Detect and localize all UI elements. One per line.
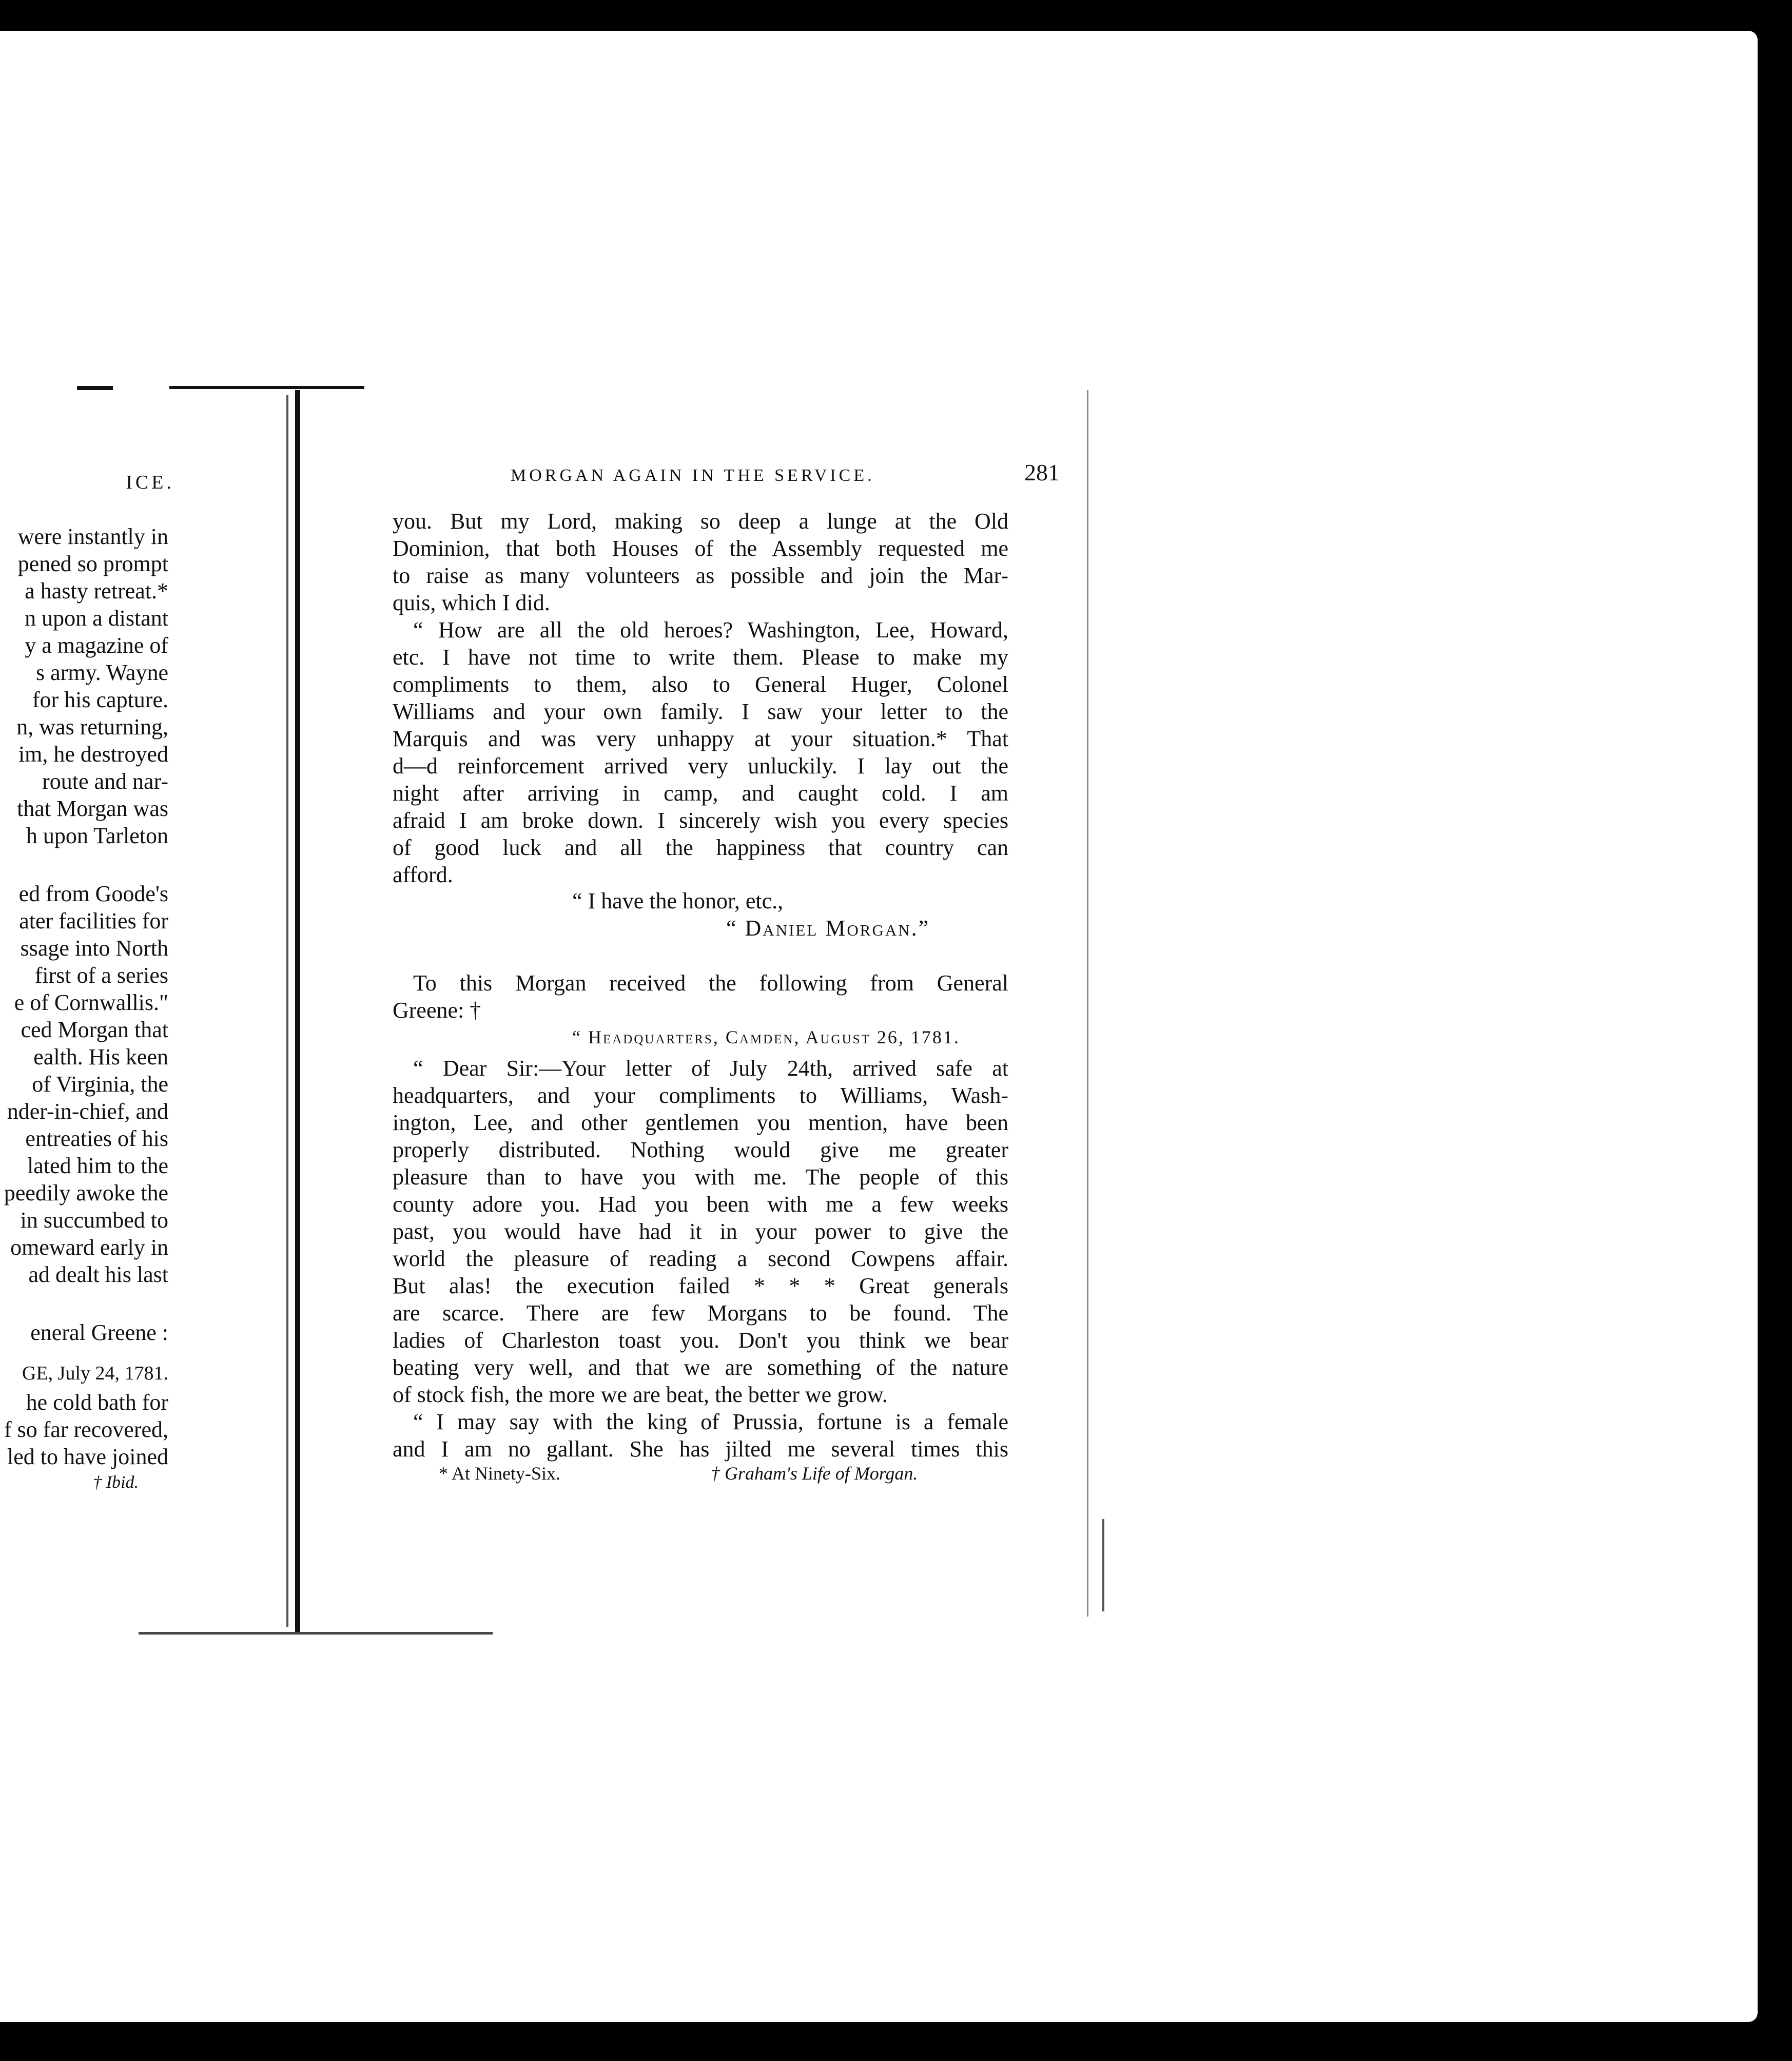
text-line: Marquis and was very unhappy at your situation.* That bbox=[393, 726, 1008, 751]
previous-page-line: GE, July 24, 1781. bbox=[22, 1363, 168, 1384]
text-line: headquarters, and your compliments to Williams, Wash- bbox=[393, 1083, 1008, 1108]
previous-page-line: in succumbed to bbox=[20, 1208, 168, 1233]
text-line: properly distributed. Nothing would give me greater bbox=[393, 1137, 1008, 1162]
top-edge-line-left bbox=[77, 386, 113, 390]
text-line: d—d reinforcement arrived very unluckily. I lay out the bbox=[393, 753, 1008, 779]
text-line: of stock fish, the more we are beat, the better we grow. bbox=[393, 1382, 888, 1407]
bottom-edge-line bbox=[139, 1632, 493, 1635]
text-line: afraid I am broke down. I sincerely wish you every species bbox=[393, 808, 1008, 833]
page-number: 281 bbox=[1024, 459, 1060, 485]
previous-page-line: im, he destroyed bbox=[18, 742, 168, 767]
text-line: pleasure than to have you with me. The people of this bbox=[393, 1164, 1008, 1190]
text-line: you. But my Lord, making so deep a lunge at the Old bbox=[393, 509, 1008, 534]
text-line: are scarce. There are few Morgans to be found. The bbox=[393, 1300, 1008, 1326]
previous-page-line: ad dealt his last bbox=[28, 1262, 168, 1287]
text-line: etc. I have not time to write them. Please to make my bbox=[393, 645, 1008, 670]
previous-page-line: nder-in-chief, and bbox=[7, 1099, 168, 1124]
previous-page-line: e of Cornwallis." bbox=[14, 990, 168, 1015]
text-line: of good luck and all the happiness that country can bbox=[393, 835, 1008, 860]
text-line: beating very well, and that we are something of the nature bbox=[393, 1355, 1008, 1380]
previous-page-line: ced Morgan that bbox=[21, 1017, 168, 1042]
previous-page-line: ealth. His keen bbox=[33, 1044, 168, 1070]
closing-line: “ I have the honor, etc., bbox=[572, 888, 784, 913]
text-line: Dominion, that both Houses of the Assembly requested me bbox=[393, 536, 1008, 561]
previous-page-line: that Morgan was bbox=[17, 796, 168, 821]
text-line: past, you would have had it in your power to give the bbox=[393, 1219, 1008, 1244]
previous-page-line: f so far recovered, bbox=[4, 1417, 168, 1442]
text-line: “ How are all the old heroes? Washington, Lee, Howard, bbox=[413, 617, 1008, 643]
previous-page-line: n, was returning, bbox=[16, 714, 168, 740]
previous-page-line: a hasty retreat.* bbox=[25, 578, 168, 604]
previous-page-line: omeward early in bbox=[10, 1235, 168, 1260]
previous-page-line: peedily awoke the bbox=[4, 1180, 168, 1206]
previous-page-line: first of a series bbox=[34, 963, 168, 988]
text-line: “ I may say with the king of Prussia, fortune is a female bbox=[413, 1409, 1008, 1434]
previous-page-line: eneral Greene : bbox=[30, 1320, 168, 1345]
footnote-graham: † Graham's Life of Morgan. bbox=[711, 1463, 918, 1484]
previous-page-fragment bbox=[0, 452, 174, 1519]
page-281 bbox=[300, 390, 1090, 1617]
running-head-title: MORGAN AGAIN IN THE SERVICE. bbox=[511, 466, 875, 485]
previous-page-line: lated him to the bbox=[27, 1153, 168, 1178]
text-line: quis, which I did. bbox=[393, 590, 550, 615]
top-edge-line bbox=[169, 386, 364, 389]
text-line: To this Morgan received the following from General bbox=[413, 970, 1008, 996]
text-line: world the pleasure of reading a second Cowpens affair. bbox=[393, 1246, 1008, 1271]
footnote-ninety-six: * At Ninety-Six. bbox=[439, 1463, 561, 1484]
text-line: to raise as many volunteers as possible and join the Mar- bbox=[393, 563, 1008, 588]
text-line: But alas! the execution failed * * * Great generals bbox=[393, 1273, 1008, 1298]
letter-dateline: “ Headquarters, Camden, August 26, 1781. bbox=[572, 1027, 960, 1047]
signature-line: “ Daniel Morgan.” bbox=[726, 916, 930, 941]
previous-footnote: † Ibid. bbox=[93, 1473, 139, 1492]
previous-page-line: he cold bath for bbox=[26, 1390, 168, 1415]
previous-page-line: s army. Wayne bbox=[36, 660, 168, 685]
previous-page-line: ater facilities for bbox=[19, 908, 168, 934]
text-line: Williams and your own family. I saw your letter to the bbox=[393, 699, 1008, 724]
previous-page-line: ed from Goode's bbox=[18, 881, 168, 906]
previous-page-line: of Virginia, the bbox=[32, 1072, 168, 1097]
text-line: county adore you. Had you been with me a few weeks bbox=[393, 1192, 1008, 1217]
right-edge-mark bbox=[1102, 1519, 1104, 1611]
binding-edge-line bbox=[295, 390, 300, 1632]
previous-page-line: h upon Tarleton bbox=[26, 823, 168, 848]
previous-page-line: for his capture. bbox=[32, 687, 168, 712]
text-line: ington, Lee, and other gentlemen you mention, have been bbox=[393, 1110, 1008, 1135]
text-line: Greene: † bbox=[393, 998, 481, 1023]
previous-page-line: were instantly in bbox=[17, 524, 168, 549]
previous-running-head: ICE. bbox=[126, 472, 174, 493]
text-line: “ Dear Sir:—Your letter of July 24th, arrived safe at bbox=[413, 1056, 1008, 1081]
previous-page-line: y a magazine of bbox=[25, 633, 168, 658]
binding-edge-shadow bbox=[286, 395, 288, 1627]
text-line: ladies of Charleston toast you. Don't you think we bear bbox=[393, 1328, 1008, 1353]
previous-page-line: n upon a distant bbox=[25, 606, 168, 631]
text-line: and I am no gallant. She has jilted me several times this bbox=[393, 1436, 1008, 1462]
previous-page-line: ssage into North bbox=[20, 936, 168, 961]
text-line: compliments to them, also to General Huger, Colonel bbox=[393, 672, 1008, 697]
text-line: afford. bbox=[393, 862, 453, 887]
previous-page-line: led to have joined bbox=[7, 1444, 168, 1469]
previous-page-line: entreaties of his bbox=[25, 1126, 168, 1151]
previous-page-line: pened so prompt bbox=[17, 551, 168, 576]
running-head bbox=[403, 459, 1060, 493]
previous-page-line: route and nar- bbox=[42, 769, 168, 794]
text-line: night after arriving in camp, and caught cold. I am bbox=[393, 781, 1008, 806]
